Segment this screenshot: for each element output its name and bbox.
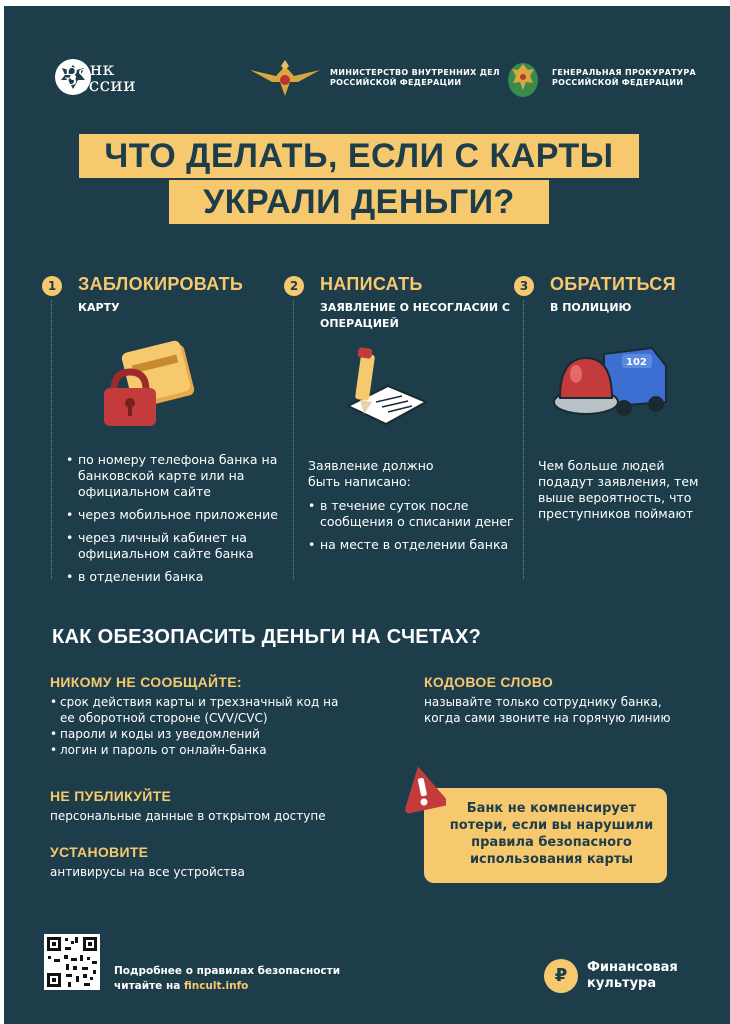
nopublish-heading: НЕ ПУБЛИКУЙТЕ (50, 788, 172, 804)
step-subheading: ЗАЯВЛЕНИЕ О НЕСОГЛАСИИ С ОПЕРАЦИЕЙ (320, 301, 510, 330)
list-item: • пароли и коды из уведомлений (50, 726, 350, 742)
ruble-coin-icon: ₽ (544, 959, 578, 993)
install-text: антивирусы на все устройства (50, 865, 245, 879)
step-heading: ЗАБЛОКИРОВАТЬ (78, 274, 244, 294)
step-subheading: КАРТУ (78, 301, 120, 314)
pen-document-icon (342, 344, 428, 432)
list-item: • через мобильное приложение (66, 507, 292, 523)
poster (4, 6, 730, 1024)
title-line-1: ЧТО ДЕЛАТЬ, ЕСЛИ С КАРТЫ (79, 134, 639, 178)
step-divider (51, 300, 52, 579)
step-number: 2 (284, 276, 304, 296)
bank-of-russia-logo (54, 58, 137, 96)
warning-icon (400, 764, 446, 818)
list-item: • логин и пароль от онлайн-банка (50, 742, 350, 758)
list-item: • в отделении банка (66, 569, 292, 585)
step-block-statement (284, 274, 524, 579)
svg-text:102: 102 (626, 357, 647, 368)
financial-culture-logo (544, 959, 678, 993)
card-lock-icon (100, 340, 196, 436)
brand-line-1: Финансовая (587, 960, 678, 975)
step-divider (523, 300, 524, 579)
list-item: • в течение суток после сообщения о списании денег (308, 498, 518, 530)
police-siren-icon (552, 340, 670, 428)
gp-line-1: ГЕНЕРАЛЬНАЯ ПРОКУРАТУРА (552, 68, 697, 77)
step-block-police (514, 274, 720, 579)
nopublish-text: персональные данные в открытом доступе (50, 809, 326, 823)
step-heading: НАПИСАТЬ (320, 274, 423, 294)
step-number: 3 (514, 276, 534, 296)
nobody-heading: НИКОМУ НЕ СООБЩАЙТЕ: (50, 674, 242, 690)
codeword-heading: КОДОВОЕ СЛОВО (424, 674, 554, 690)
list-item: • через личный кабинет на официальном сайте банка (66, 530, 292, 562)
prosecutor-emblem-icon (504, 56, 542, 100)
footer-line-2: читайте на (114, 980, 181, 992)
mvd-line-2: РОССИЙСКОЙ ФЕДЕРАЦИИ (330, 78, 462, 87)
step-block-card (42, 274, 292, 584)
list-item: • срок действия карты и трехзначный код на ее оборотной стороне (CVV/CVC) (50, 694, 350, 726)
step-subheading: В ПОЛИЦИЮ (550, 301, 632, 314)
mvd-eagle-icon (250, 56, 320, 100)
mvd-logo (250, 56, 500, 100)
qr-code[interactable] (44, 934, 100, 990)
title-line-2: УКРАЛИ ДЕНЬГИ? (169, 180, 549, 224)
footer-line-1: Подробнее о правилах безопасности (114, 965, 341, 977)
warning-box (424, 788, 667, 883)
codeword-text: называйте только сотруднику банка, когда сами звоните на горячую линию (424, 695, 671, 725)
police-text: Чем больше людей подадут заявления, тем выше вероятность, что преступников поймают (538, 458, 699, 521)
list-item: • по номеру телефона банка на банковской карте или на официальном сайте (66, 452, 292, 500)
section-title: КАК ОБЕЗОПАСИТЬ ДЕНЬГИ НА СЧЕТАХ? (52, 626, 482, 648)
bank-name: Банк России (64, 58, 137, 96)
gp-line-2: РОССИЙСКОЙ ФЕДЕРАЦИИ (552, 78, 684, 87)
list-item: • на месте в отделении банка (308, 537, 518, 553)
statement-intro: Заявление должно быть написано: (308, 458, 434, 489)
step-divider (293, 300, 294, 579)
footer-text (114, 964, 340, 994)
nobody-list (50, 694, 350, 758)
step-heading: ОБРАТИТЬСЯ (550, 274, 676, 294)
prosecutor-logo (504, 56, 696, 100)
warning-text: Банк не компенсирует потери, если вы нарушили правила безопасного использования карты (449, 801, 654, 867)
install-heading: УСТАНОВИТЕ (50, 844, 149, 860)
step-number: 1 (42, 276, 62, 296)
fincult-link[interactable]: fincult.info (183, 980, 249, 992)
brand-line-2: культура (587, 976, 657, 991)
mvd-line-1: МИНИСТЕРСТВО ВНУТРЕННИХ ДЕЛ (330, 68, 500, 77)
